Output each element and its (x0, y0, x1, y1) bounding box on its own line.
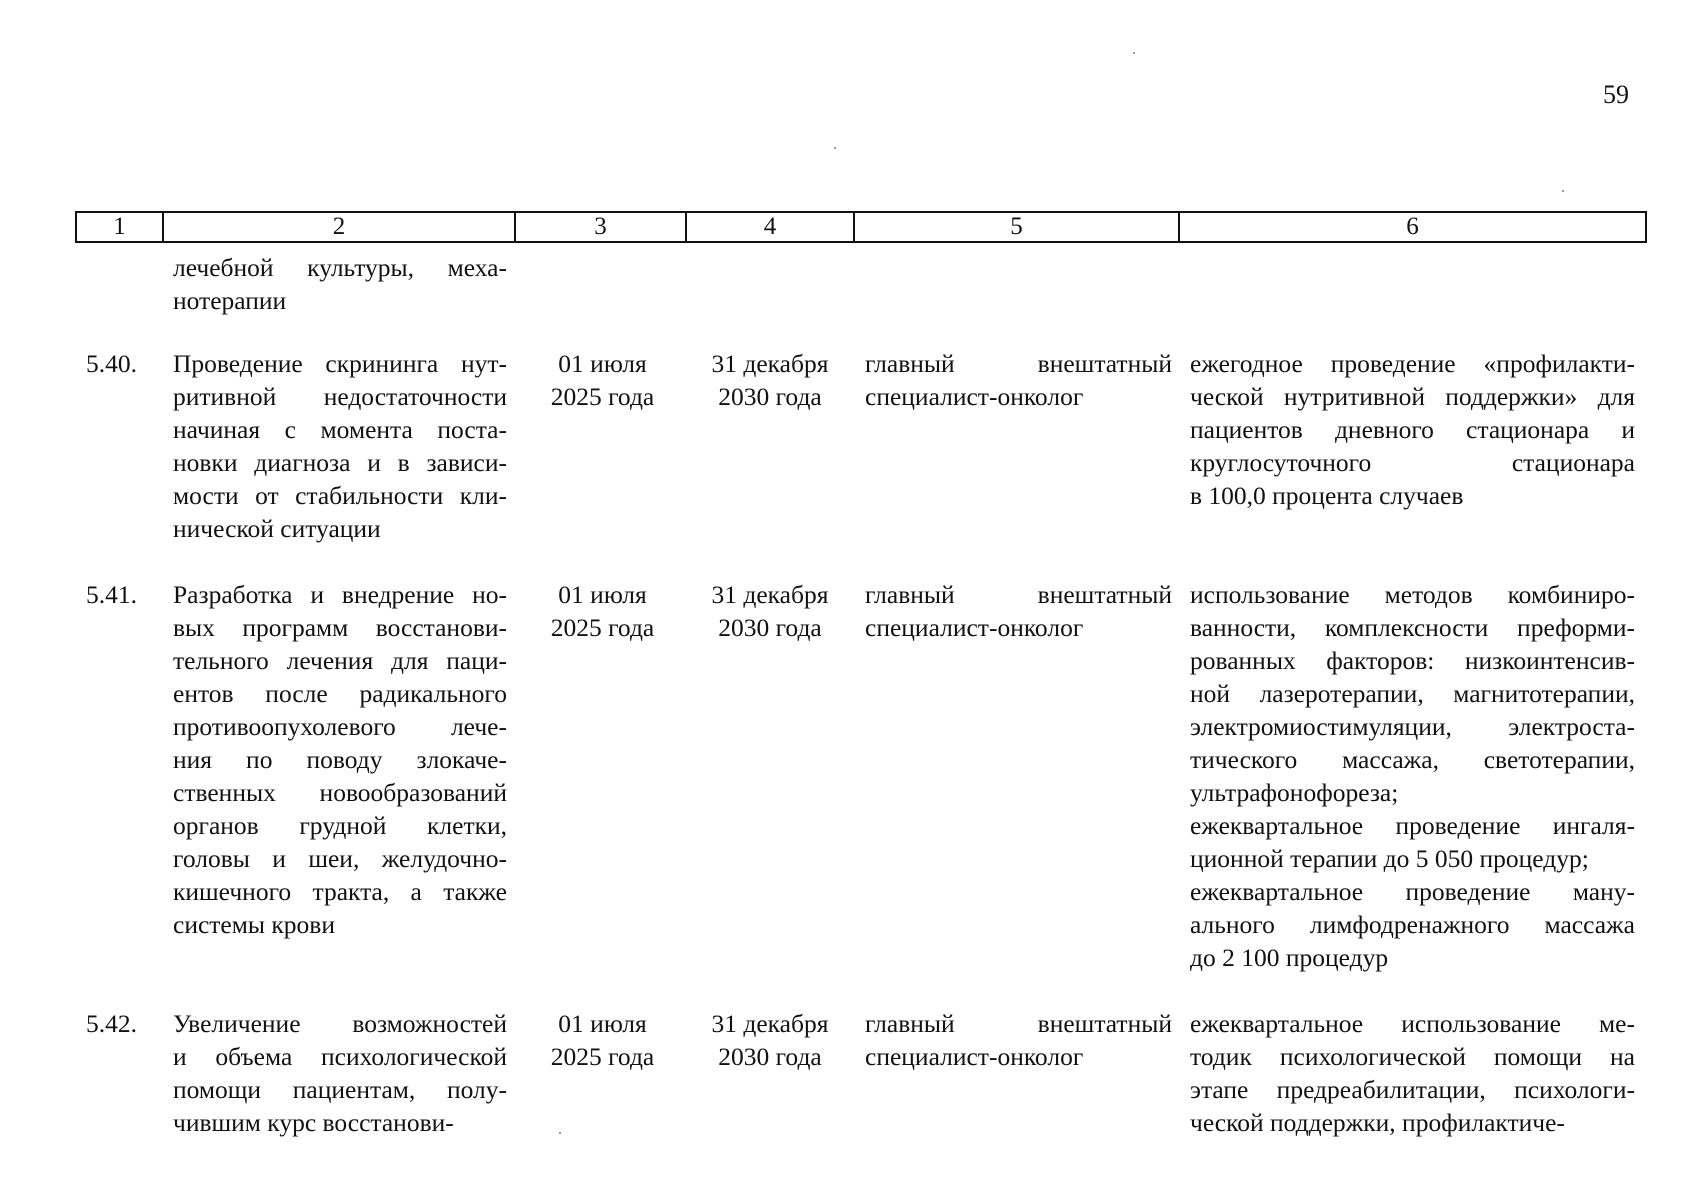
text-line: 2025 года (550, 382, 655, 411)
header-cell-1: 1 (77, 213, 164, 241)
text-line: до 2 100 процедур (1190, 943, 1389, 972)
row-end-date (700, 347, 840, 413)
text-line: 2030 года (718, 382, 822, 411)
text-line: ритивной недостаточности (173, 382, 507, 411)
row-start-date (540, 1007, 665, 1073)
row-start-date (540, 347, 665, 413)
page-number: 59 (1603, 80, 1629, 109)
text-line: новки диагноза и в зависи- (173, 448, 507, 477)
text-line: 2025 года (550, 613, 655, 642)
scan-speck (1562, 190, 1564, 192)
text-line: мости от стабильности кли- (173, 481, 507, 510)
text-line: кишечного тракта, а также (173, 877, 507, 906)
row-responsible (865, 578, 1172, 644)
scan-speck (1133, 52, 1135, 54)
header-cell-2: 2 (164, 213, 516, 241)
header-cell-3: 3 (516, 213, 687, 241)
text-line: Проведение скрининга нут- (173, 349, 507, 378)
text-line: этапе предреабилитации, психологи- (1190, 1075, 1635, 1104)
header-cell-4: 4 (687, 213, 855, 241)
text-line: ентов после радикального (173, 679, 507, 708)
text-line: ческой поддержки, профилактиче- (1190, 1108, 1565, 1137)
row-result (1190, 347, 1635, 512)
text-line: ежеквартальное проведение ингаля- (1190, 811, 1635, 840)
text-line: тельного лечения для паци- (173, 646, 507, 675)
text-line: ультрафонофореза; (1190, 778, 1399, 807)
row-description (173, 1007, 507, 1139)
row-start-date (540, 578, 665, 644)
text-line: круглосуточного стационара (1190, 448, 1635, 477)
text-line: в 100,0 процента случаев (1190, 481, 1464, 510)
row-end-date (700, 1007, 840, 1073)
text-line: Увеличение возможностей (173, 1009, 507, 1038)
text-line: специалист-онколог (865, 382, 1084, 411)
text-line: специалист-онколог (865, 613, 1084, 642)
text-line: лечебной культуры, меха- (173, 253, 507, 282)
text-line: специалист-онколог (865, 1042, 1084, 1071)
text-line: органов грудной клетки, (173, 811, 507, 840)
text-line: 31 декабря (711, 580, 829, 609)
text-line: пациентов дневного стационара и (1190, 415, 1635, 444)
text-line: 01 июля (558, 1009, 647, 1038)
text-line: рованных факторов: низкоинтенсив- (1190, 646, 1635, 675)
text-line: системы крови (173, 910, 335, 939)
text-line: ванности, комплексности преформи- (1190, 613, 1635, 642)
text-line: 31 декабря (711, 349, 829, 378)
text-line: начиная с момента поста- (173, 415, 507, 444)
header-cell-6: 6 (1406, 213, 1419, 240)
row-result (1190, 1007, 1635, 1139)
text-line: главный внештатный (865, 1009, 1172, 1038)
text-line: 31 декабря (711, 1009, 829, 1038)
text-line: ального лимфодренажного массажа (1190, 910, 1635, 939)
text-line: 2030 года (718, 613, 822, 642)
text-line: головы и шеи, желудочно- (173, 844, 507, 873)
text-line: 01 июля (558, 580, 647, 609)
text-line: 01 июля (558, 349, 647, 378)
row-responsible (865, 1007, 1172, 1073)
text-line: противоопухолевого лече- (173, 712, 507, 741)
text-line: помощи пациентам, полу- (173, 1075, 507, 1104)
text-line: тодик психологической помощи на (1190, 1042, 1635, 1071)
text-line: и объема психологической (173, 1042, 507, 1071)
row-result (1190, 578, 1635, 974)
scan-speck (559, 1132, 561, 1134)
text-line: ственных новообразований (173, 778, 507, 807)
text-line: Разработка и внедрение но- (173, 580, 507, 609)
text-line: ежеквартальное использование ме- (1190, 1009, 1635, 1038)
row-responsible (865, 347, 1172, 413)
scan-speck (834, 147, 836, 149)
row-number: 5.41. (86, 580, 137, 609)
row-number: 5.42. (86, 1009, 137, 1038)
text-line: 2030 года (718, 1042, 822, 1071)
row-description (173, 578, 507, 941)
text-line: использование методов комбиниро- (1190, 580, 1635, 609)
text-line: 2025 года (550, 1042, 655, 1071)
row-number: 5.40. (86, 349, 137, 378)
text-line: ной лазеротерапии, магнитотерапии, (1190, 679, 1635, 708)
text-line: ежегодное проведение «профилакти- (1190, 349, 1635, 378)
row-description (173, 347, 507, 545)
text-line: тического массажа, светотерапии, (1190, 745, 1635, 774)
text-line: вых программ восстанови- (173, 613, 507, 642)
row-end-date (700, 578, 840, 644)
text-line: ческой нутритивной поддержки» для (1190, 382, 1635, 411)
table-header-row (75, 211, 1647, 243)
text-line: электромиостимуляции, электроста- (1190, 712, 1635, 741)
text-line: нотерапии (173, 286, 287, 315)
text-line: ежеквартальное проведение ману- (1190, 877, 1635, 906)
text-line: чившим курс восстанови- (173, 1108, 454, 1137)
header-cell-5: 5 (855, 213, 1180, 241)
continuation-description (173, 251, 507, 317)
text-line: ционной терапии до 5 050 процедур; (1190, 844, 1589, 873)
text-line: главный внештатный (865, 580, 1172, 609)
text-line: главный внештатный (865, 349, 1172, 378)
text-line: ния по поводу злокаче- (173, 745, 507, 774)
text-line: нической ситуации (173, 514, 381, 543)
